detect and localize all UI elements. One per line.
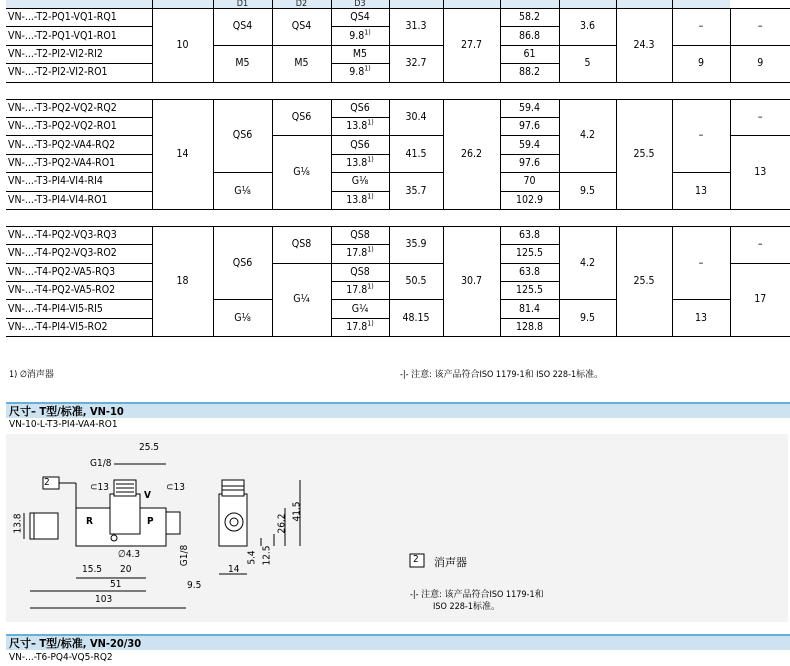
table-cell: 35.7 bbox=[389, 173, 443, 210]
footnote-marker: 1) bbox=[367, 245, 374, 254]
table-cell: 9.5 bbox=[559, 173, 616, 210]
table-cell: QS6 bbox=[213, 99, 272, 173]
table-cell: 50.5 bbox=[389, 263, 443, 300]
d3-value: 9.8 bbox=[349, 66, 365, 79]
table-cell: 26.2 bbox=[443, 99, 500, 209]
dimension-drawing bbox=[6, 434, 788, 622]
table-cell: 58.2 bbox=[500, 9, 559, 27]
table-cell: 17 bbox=[730, 263, 790, 337]
table-cell: 9 bbox=[730, 45, 790, 82]
port-v-label: V bbox=[144, 490, 151, 501]
d3-cell bbox=[331, 300, 389, 318]
table-row bbox=[6, 45, 790, 63]
table-cell: 4.2 bbox=[559, 226, 616, 300]
table-cell: G⅛ bbox=[272, 136, 331, 210]
group-size-14 bbox=[6, 99, 790, 209]
type-code: VN-...-T3-PI4-VI4-RI4 bbox=[6, 173, 152, 191]
port-p-label: P bbox=[147, 516, 154, 527]
table-cell: 59.4 bbox=[500, 99, 559, 117]
table-cell: QS4 bbox=[213, 9, 272, 46]
table-cell: 63.8 bbox=[500, 226, 559, 244]
d3-value: 17.8 bbox=[346, 284, 368, 297]
dim-15-5: 15.5 bbox=[82, 564, 103, 575]
d3-cell bbox=[331, 154, 389, 172]
footnote-marker: 1) bbox=[367, 319, 374, 328]
table-row bbox=[6, 99, 790, 117]
type-code: VN-...-T4-PQ2-VA5-RO2 bbox=[6, 282, 152, 300]
table-row bbox=[6, 9, 790, 27]
type-code: VN-...-T4-PI4-VI5-RO2 bbox=[6, 318, 152, 336]
dim-26-2: 26.2 bbox=[276, 513, 288, 534]
table-cell: 97.6 bbox=[500, 154, 559, 172]
table-cell: 4.2 bbox=[559, 99, 616, 173]
d3-value: 13.8 bbox=[346, 156, 368, 169]
d3-value: QS8 bbox=[350, 265, 370, 278]
table-cell: 13 bbox=[730, 136, 790, 210]
d3-cell bbox=[331, 173, 389, 191]
section-title-vn20-30: 尺寸– T型/标准, VN-20/30 bbox=[6, 634, 790, 650]
d3-cell bbox=[331, 117, 389, 135]
type-code: VN-...-T4-PQ2-VQ3-RQ3 bbox=[6, 226, 152, 244]
d3-cell bbox=[331, 99, 389, 117]
table-cell: 30.4 bbox=[389, 99, 443, 136]
d3-value: G¼ bbox=[351, 302, 369, 315]
dim-9-5: 9.5 bbox=[187, 580, 202, 591]
table-cell: 32.7 bbox=[389, 45, 443, 82]
d3-value: QS8 bbox=[350, 229, 370, 242]
footnote-marker: 1) bbox=[367, 155, 374, 164]
footnote-marker: 1) bbox=[367, 118, 374, 127]
table-cell: – bbox=[730, 226, 790, 263]
footnote-muffler: 1) ∅消声器 bbox=[9, 370, 54, 380]
type-code: VN-...-T3-PQ2-VA4-RO1 bbox=[6, 154, 152, 172]
table-cell: 125.5 bbox=[500, 245, 559, 263]
group-size-10 bbox=[6, 9, 790, 83]
d3-cell bbox=[331, 45, 389, 63]
table-cell: 30.7 bbox=[443, 226, 500, 336]
table-cell: – bbox=[672, 99, 730, 173]
table-cell: 13 bbox=[672, 173, 730, 210]
table-cell: QS8 bbox=[272, 226, 331, 263]
table-cell: 102.9 bbox=[500, 191, 559, 209]
type-code: VN-...-T3-PQ2-VQ2-RO1 bbox=[6, 117, 152, 135]
table-cell: 86.8 bbox=[500, 27, 559, 45]
drawing-note-line1: -|- 注意: 该产品符合ISO 1179-1和 bbox=[410, 590, 544, 600]
table-row bbox=[6, 173, 790, 191]
table-cell: G¼ bbox=[272, 263, 331, 337]
type-code: VN-...-T4-PQ2-VA5-RQ3 bbox=[6, 263, 152, 281]
dim-13-8: 13.8 bbox=[12, 513, 24, 534]
dim-g1-8-side: G1/8 bbox=[179, 544, 191, 567]
table-cell: 9 bbox=[672, 45, 730, 82]
section-title-vn10: 尺寸– T型/标准, VN-10 bbox=[6, 402, 790, 418]
d3-cell bbox=[331, 64, 389, 82]
size-cell: 14 bbox=[152, 99, 213, 209]
table-cell: G⅛ bbox=[213, 300, 272, 337]
section-subtitle-vn10: VN-10-L-T3-PI4-VA4-RO1 bbox=[9, 419, 118, 430]
legend-text: 消声器 bbox=[434, 556, 467, 569]
table-cell: 24.3 bbox=[616, 9, 672, 83]
spec-table bbox=[6, 0, 790, 337]
d3-value: QS6 bbox=[350, 138, 370, 151]
table-cell: QS4 bbox=[272, 9, 331, 46]
d3-value: 17.8 bbox=[346, 321, 368, 334]
dim-51: 51 bbox=[110, 579, 122, 590]
table-cell: QS6 bbox=[272, 99, 331, 136]
d3-value: QS6 bbox=[350, 101, 370, 114]
d3-cell bbox=[331, 136, 389, 154]
table-cell: 125.5 bbox=[500, 282, 559, 300]
table-cell: 70 bbox=[500, 173, 559, 191]
d3-cell bbox=[331, 263, 389, 281]
type-code: VN-...-T2-PQ1-VQ1-RO1 bbox=[6, 27, 152, 45]
dim-20: 20 bbox=[120, 564, 132, 575]
group-size-18 bbox=[6, 226, 790, 336]
d3-cell bbox=[331, 27, 389, 45]
table-cell: 27.7 bbox=[443, 9, 500, 83]
type-code: VN-...-T2-PI2-VI2-RI2 bbox=[6, 45, 152, 63]
col-d3: D3 bbox=[331, 0, 389, 9]
type-code: VN-...-T4-PQ2-VQ3-RO2 bbox=[6, 245, 152, 263]
table-cell: M5 bbox=[272, 45, 331, 82]
table-cell: 81.4 bbox=[500, 300, 559, 318]
dim-5-4: 5.4 bbox=[246, 550, 258, 565]
port-r-label: R bbox=[86, 516, 93, 527]
table-cell: 5 bbox=[559, 45, 616, 82]
d3-value: 13.8 bbox=[346, 120, 368, 133]
d3-value: G⅛ bbox=[351, 175, 369, 188]
table-cell: – bbox=[730, 9, 790, 46]
d3-cell bbox=[331, 9, 389, 27]
type-code: VN-...-T3-PQ2-VA4-RQ2 bbox=[6, 136, 152, 154]
type-code: VN-...-T4-PI4-VI5-RI5 bbox=[6, 300, 152, 318]
table-cell: 128.8 bbox=[500, 318, 559, 336]
type-code: VN-...-T2-PI2-VI2-RO1 bbox=[6, 64, 152, 82]
d3-cell bbox=[331, 318, 389, 336]
d3-value: QS4 bbox=[350, 11, 370, 24]
table-cell: 41.5 bbox=[389, 136, 443, 173]
type-code: VN-...-T2-PQ1-VQ1-RQ1 bbox=[6, 9, 152, 27]
size-cell: 18 bbox=[152, 226, 213, 336]
footnote-marker: 1) bbox=[364, 64, 371, 73]
dim-wrench-13: ⊂13 bbox=[90, 482, 109, 493]
footnote-marker: 1) bbox=[367, 192, 374, 201]
drawing-svg bbox=[6, 434, 788, 622]
col-d1: D1 bbox=[213, 0, 272, 9]
footnote-marker: 1) bbox=[367, 282, 374, 291]
table-cell: QS6 bbox=[213, 226, 272, 300]
callout-number: 2 bbox=[44, 477, 50, 488]
table-cell: 59.4 bbox=[500, 136, 559, 154]
footnote-marker: 1) bbox=[364, 28, 371, 37]
d3-cell bbox=[331, 245, 389, 263]
table-cell: 25.5 bbox=[616, 99, 672, 209]
footnote-iso-note: -|- 注意: 该产品符合ISO 1179-1和 ISO 228-1标准。 bbox=[400, 370, 604, 380]
table-cell: 61 bbox=[500, 45, 559, 63]
d3-value: 9.8 bbox=[349, 29, 365, 42]
dim-dia-4-3: ∅4.3 bbox=[118, 549, 141, 560]
size-cell: 10 bbox=[152, 9, 213, 83]
dim-41-5: 41.5 bbox=[291, 501, 303, 522]
table-cell: 31.3 bbox=[389, 9, 443, 46]
table-cell: 35.9 bbox=[389, 226, 443, 263]
d3-value: 17.8 bbox=[346, 247, 368, 260]
legend-number: 2 bbox=[413, 554, 419, 565]
table-cell: M5 bbox=[213, 45, 272, 82]
dim-12-5: 12.5 bbox=[261, 545, 273, 566]
d3-cell bbox=[331, 226, 389, 244]
table-cell: 63.8 bbox=[500, 263, 559, 281]
table-cell: G⅛ bbox=[213, 173, 272, 210]
dim-g1-8: G1/8 bbox=[90, 458, 112, 469]
table-cell: – bbox=[672, 9, 730, 46]
table-cell: 48.15 bbox=[389, 300, 443, 337]
dim-14: 14 bbox=[228, 564, 240, 575]
table-row bbox=[6, 226, 790, 244]
d3-cell bbox=[331, 191, 389, 209]
col-d2: D2 bbox=[272, 0, 331, 9]
header-row bbox=[6, 0, 790, 9]
table-cell: 13 bbox=[672, 300, 730, 337]
table-cell: – bbox=[730, 99, 790, 136]
d3-cell bbox=[331, 282, 389, 300]
d3-value: 13.8 bbox=[346, 193, 368, 206]
type-code: VN-...-T3-PI4-VI4-RO1 bbox=[6, 191, 152, 209]
table-cell: 3.6 bbox=[559, 9, 616, 46]
d3-value: M5 bbox=[352, 47, 368, 60]
dim-wrench-13b: ⊂13 bbox=[166, 482, 185, 493]
table-cell: 88.2 bbox=[500, 64, 559, 82]
dim-103: 103 bbox=[95, 594, 113, 605]
table-cell: 25.5 bbox=[616, 226, 672, 336]
table-cell: – bbox=[672, 226, 730, 300]
table-cell: 9.5 bbox=[559, 300, 616, 337]
dim-25-5: 25.5 bbox=[139, 442, 160, 453]
section-subtitle-vn20-30: VN-...-T6-PQ4-VQ5-RQ2 bbox=[9, 652, 113, 663]
type-code: VN-...-T3-PQ2-VQ2-RQ2 bbox=[6, 99, 152, 117]
table-row bbox=[6, 300, 790, 318]
table-cell: 97.6 bbox=[500, 117, 559, 135]
drawing-note-line2: ISO 228-1标准。 bbox=[433, 602, 500, 612]
